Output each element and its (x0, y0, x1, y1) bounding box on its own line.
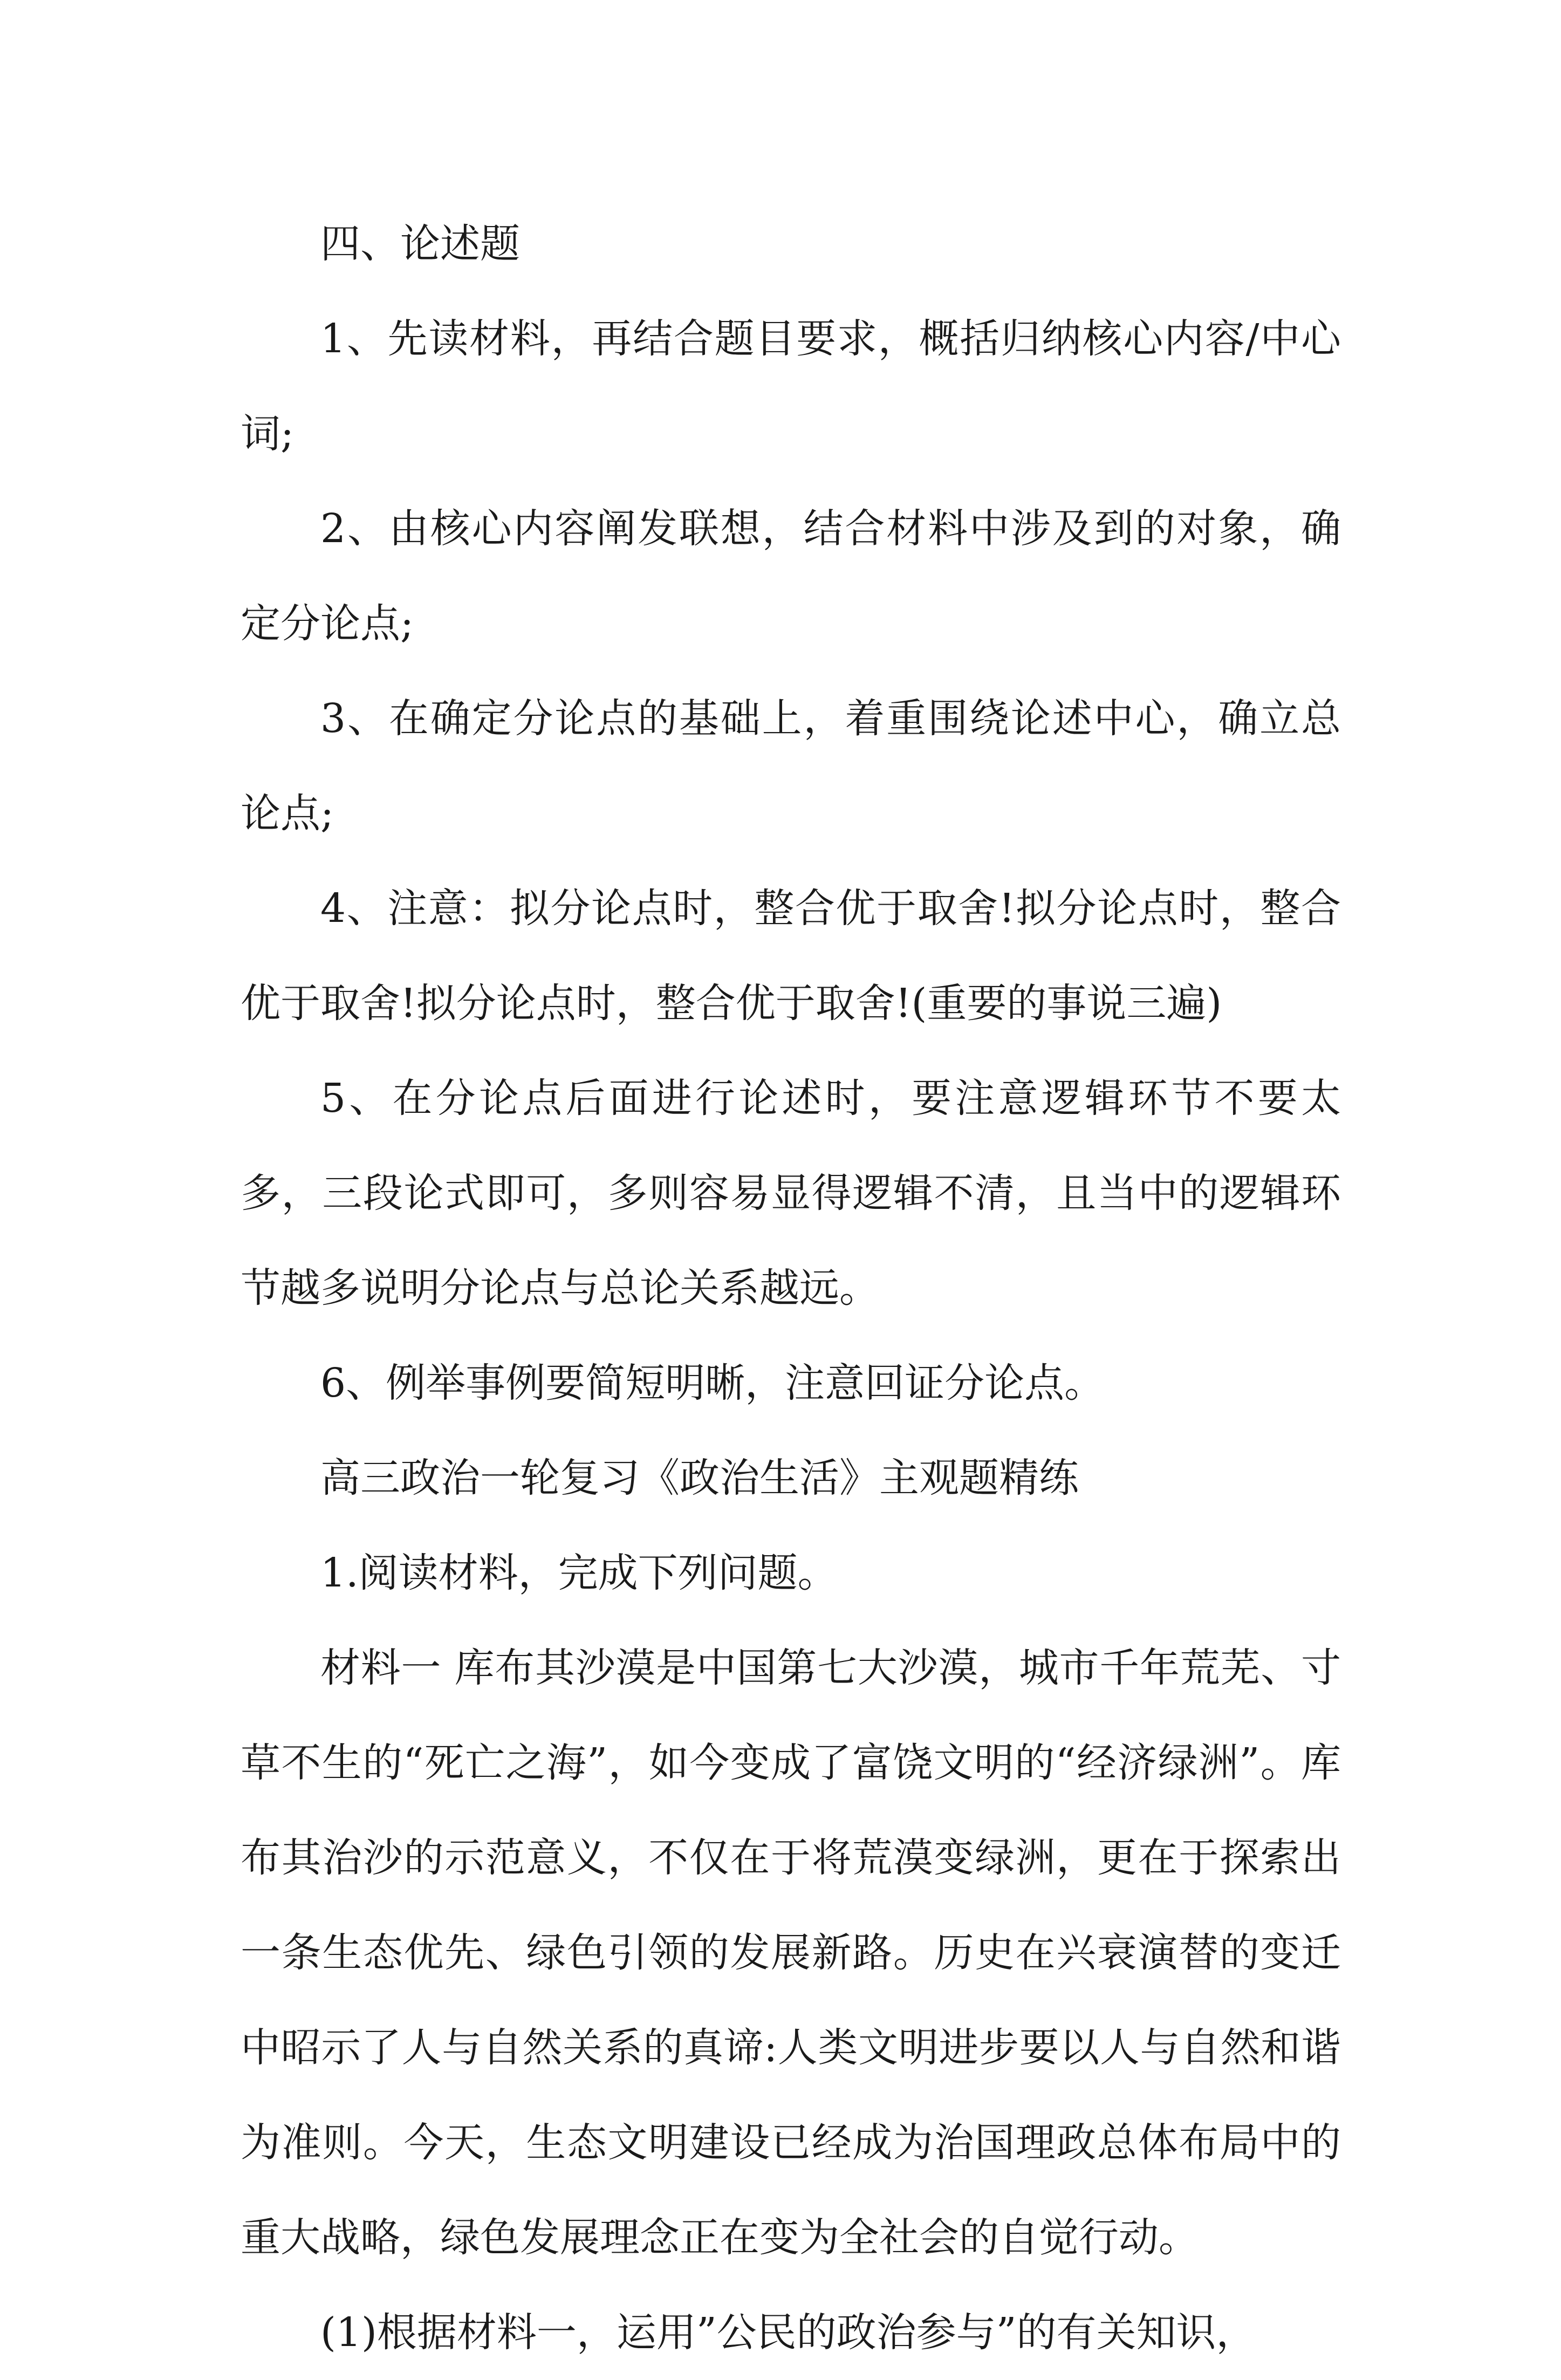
essay-tip-4: 4、注意：拟分论点时，整合优于取舍!拟分论点时，整合优于取舍!拟分论点时，整合优于取舍!(重要的事说三遍) (241, 885, 1341, 1027)
exercise-title: 高三政治一轮复习《政治生活》主观题精练 (320, 1455, 1079, 1501)
essay-tip-5: 5、在分论点后面进行论述时，要注意逻辑环节不要太多，三段论式即可，多则容易显得逻辑不清，且当中的逻辑环节越多说明分论点与总论关系越远。 (241, 1075, 1341, 1311)
sub-question-1: (1)根据材料一，运用”公民的政治参与”的有关知识， (320, 2309, 1256, 2356)
essay-tip-2: 2、由核心内容阐发联想，结合材料中涉及到的对象，确定分论点; (241, 505, 1341, 647)
section-heading: 四、论述题 (320, 221, 520, 267)
document-body (241, 196, 1341, 2380)
essay-tip-3: 3、在确定分论点的基础上，着重围绕论述中心，确立总论点; (241, 695, 1341, 837)
essay-tip-1: 1、先读材料，再结合题目要求，概括归纳核心内容/中心词; (241, 316, 1341, 457)
essay-tip-6: 6、例举事例要简短明晰，注意回证分论点。 (320, 1360, 1105, 1406)
question-intro: 1.阅读材料，完成下列问题。 (320, 1550, 838, 1596)
material-one: 材料一 库布其沙漠是中国第七大沙漠，城市千年荒芜、寸草不生的“死亡之海”，如今变成了富饶文明的“经济绿洲”。库布其治沙的示范意义，不仅在于将荒漠变绿洲，更在于探索出一条生态优先、绿色引领的发展新路。历史在兴衰演替的变迁中昭示了人与自然关系的真谛:人类文明进步要以人与自然和谐为准则。今天，生态文明建设已经成为治国理政总体布局中的重大战略，绿色发展理念正在变为全社会的自觉行动。 (241, 1645, 1341, 2261)
